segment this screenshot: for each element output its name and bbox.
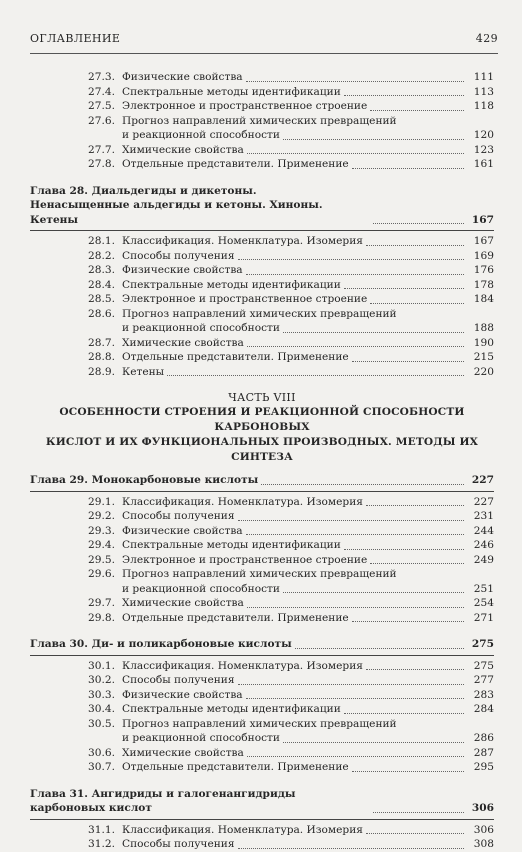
dot-leader xyxy=(246,81,464,82)
toc-entry-continued xyxy=(30,717,494,732)
part-label: ЧАСТЬ VIII xyxy=(228,391,296,404)
chapter-title: Глава 29. Монокарбоновые кислоты xyxy=(30,474,259,486)
section-number: 30.1. xyxy=(88,659,115,672)
dot-leader xyxy=(344,95,464,96)
section-number: 30.7. xyxy=(88,761,115,773)
chapter-rule xyxy=(30,655,494,656)
dot-leader xyxy=(366,505,464,506)
dot-leader xyxy=(283,332,464,333)
toc-entry xyxy=(30,823,494,838)
section-title: Химические свойства xyxy=(122,597,244,609)
section-title: Спектральные методы идентификации xyxy=(122,278,341,291)
section-title-line: Прогноз направлений химических превращений xyxy=(122,568,397,580)
chapter-heading xyxy=(30,787,494,816)
section-title: Классификация. Номенклатура. Изомерия xyxy=(122,235,363,247)
section-title: и реакционной способности xyxy=(122,732,280,744)
section-title: Физические свойства xyxy=(122,264,243,276)
toc-entry xyxy=(30,143,494,158)
dot-leader xyxy=(247,153,464,154)
section-number: 30.5. xyxy=(88,717,115,730)
toc-entry xyxy=(30,688,494,703)
dot-leader xyxy=(366,833,464,834)
section-number: 29.8. xyxy=(88,611,115,624)
page-number: 111 xyxy=(473,71,494,83)
toc-entry xyxy=(30,278,494,293)
section-title: Классификация. Номенклатура. Изомерия xyxy=(122,659,363,672)
dot-leader xyxy=(247,756,464,757)
section-title: Электронное и пространственное строение xyxy=(122,553,368,566)
section-title: Классификация. Номенклатура. Изомерия xyxy=(122,495,363,508)
dot-leader xyxy=(370,303,464,304)
dot-leader xyxy=(344,288,464,289)
chapter-title: Глава 31. Ангидриды и галогенангидриды карбоновых кислот xyxy=(30,787,296,814)
dot-leader xyxy=(238,684,464,685)
section-title: Физические свойства xyxy=(122,524,243,537)
section-number: 29.6. xyxy=(88,568,115,580)
section-title: Способы получения xyxy=(122,838,235,850)
toc-entry xyxy=(30,495,494,510)
dot-leader xyxy=(352,621,464,622)
toc-entry xyxy=(30,837,494,852)
section-title: Спектральные методы идентификации xyxy=(122,703,341,715)
dot-leader xyxy=(352,361,464,362)
page-number: 283 xyxy=(473,688,494,701)
toc-entry xyxy=(30,760,494,775)
section-number: 30.4. xyxy=(88,703,115,715)
dot-leader xyxy=(238,848,464,849)
section-title-line: Прогноз направлений химических превращений xyxy=(122,717,397,730)
chapter-rule xyxy=(30,491,494,492)
section-number: 31.2. xyxy=(88,838,115,850)
dot-leader xyxy=(283,742,464,743)
chapter-heading xyxy=(30,473,494,488)
toc-entry xyxy=(30,659,494,674)
header-page-number: 429 xyxy=(475,32,498,45)
dot-leader xyxy=(283,139,464,140)
chapter-31 xyxy=(30,787,494,852)
page-number: 244 xyxy=(473,524,494,537)
dot-leader xyxy=(370,563,464,564)
dot-leader xyxy=(366,245,464,246)
toc-entry xyxy=(30,746,494,761)
toc-entry xyxy=(30,731,494,746)
page-number: 215 xyxy=(473,351,494,363)
toc-entry xyxy=(30,524,494,539)
page-number: 306 xyxy=(473,823,494,836)
section-title: Физические свойства xyxy=(122,71,243,83)
header-rule xyxy=(30,53,498,54)
page-number: 286 xyxy=(473,732,494,744)
section-title: и реакционной способности xyxy=(122,582,280,595)
page-number: 306 xyxy=(471,802,494,814)
section-title: и реакционной способности xyxy=(122,129,280,141)
dot-leader xyxy=(352,771,464,772)
section-number: 31.1. xyxy=(88,823,115,836)
dot-leader xyxy=(370,110,464,111)
section-title: Отдельные представители. Применение xyxy=(122,761,349,773)
dot-leader xyxy=(246,534,464,535)
page-number: 113 xyxy=(473,85,494,98)
page-number: 295 xyxy=(473,761,494,773)
dot-leader xyxy=(366,669,464,670)
page-number: 190 xyxy=(473,336,494,349)
toc-entry xyxy=(30,611,494,626)
header-title: ОГЛАВЛЕНИЕ xyxy=(30,32,121,45)
dot-leader xyxy=(247,607,464,608)
page-number: 249 xyxy=(473,553,494,566)
toc-entry xyxy=(30,596,494,611)
toc-entry xyxy=(30,99,494,114)
part-title-line: ОСОБЕННОСТИ СТРОЕНИЯ И РЕАКЦИОННОЙ СПОСОБНОСТИ КАРБОНОВЫХ xyxy=(59,406,465,433)
section-title: Кетены xyxy=(122,365,165,378)
section-number: 28.3. xyxy=(88,264,115,276)
page-number: 176 xyxy=(473,264,494,276)
section-number: 27.5. xyxy=(88,100,115,112)
page-number: 271 xyxy=(473,611,494,624)
toc-entry xyxy=(30,582,494,597)
toc-entry xyxy=(30,509,494,524)
section-title: Химические свойства xyxy=(122,336,244,349)
toc-entry xyxy=(30,673,494,688)
page-number: 227 xyxy=(471,474,494,486)
section-title: Электронное и пространственное строение xyxy=(122,293,368,305)
section-number: 30.6. xyxy=(88,746,115,759)
section-number: 30.3. xyxy=(88,688,115,701)
dot-leader xyxy=(238,259,464,260)
section-title: Химические свойства xyxy=(122,746,244,759)
page-number: 275 xyxy=(471,638,494,650)
section-number: 28.9. xyxy=(88,365,115,378)
toc-entry xyxy=(30,538,494,553)
chapter-heading xyxy=(30,637,494,652)
section-number: 27.4. xyxy=(88,85,115,98)
page-number: 227 xyxy=(473,495,494,508)
page-number: 123 xyxy=(473,143,494,156)
dot-leader xyxy=(373,812,464,813)
toc-entry xyxy=(30,292,494,307)
toc-entry xyxy=(30,263,494,278)
page-number: 277 xyxy=(473,674,494,686)
page-number: 284 xyxy=(473,703,494,715)
section-title: Отдельные представители. Применение xyxy=(122,351,349,363)
section-number: 28.7. xyxy=(88,336,115,349)
page-number: 120 xyxy=(473,129,494,141)
toc-entry xyxy=(30,128,494,143)
chapter-rule xyxy=(30,230,494,231)
section-title: Способы получения xyxy=(122,674,235,686)
page-number: 118 xyxy=(473,100,494,112)
toc-entry xyxy=(30,365,494,380)
toc-entry-continued xyxy=(30,114,494,129)
toc-entry xyxy=(30,321,494,336)
page-number: 169 xyxy=(473,249,494,262)
section-number: 28.1. xyxy=(88,235,115,247)
chapter-title-line: Глава 28. Диальдегиды и дикетоны. xyxy=(30,184,257,197)
section-title: Электронное и пространственное строение xyxy=(122,100,368,112)
section-number: 29.2. xyxy=(88,510,115,522)
page-number: 220 xyxy=(473,365,494,378)
section-number: 28.4. xyxy=(88,278,115,291)
section-number: 28.8. xyxy=(88,351,115,363)
page-number: 254 xyxy=(473,597,494,609)
section-number: 29.7. xyxy=(88,597,115,609)
section-number: 27.6. xyxy=(88,114,115,127)
section-title-line: Прогноз направлений химических превращений xyxy=(122,307,397,320)
section-number: 27.7. xyxy=(88,143,115,156)
dot-leader xyxy=(246,274,464,275)
page-number: 178 xyxy=(473,278,494,291)
page-number: 287 xyxy=(473,746,494,759)
section-title: Спектральные методы идентификации xyxy=(122,85,341,98)
dot-leader xyxy=(283,592,464,593)
section-number: 29.4. xyxy=(88,539,115,551)
running-header xyxy=(30,32,498,45)
toc-entry xyxy=(30,70,494,85)
toc-entry xyxy=(30,702,494,717)
table-of-contents xyxy=(30,70,494,852)
toc-entry-continued xyxy=(30,567,494,582)
dot-leader xyxy=(261,484,464,485)
dot-leader xyxy=(352,168,464,169)
section-title: Отдельные представители. Применение xyxy=(122,158,349,170)
page-number: 167 xyxy=(471,213,494,226)
chapter-title: Глава 30. Ди- и поликарбоновые кислоты xyxy=(30,638,292,650)
toc-entry xyxy=(30,350,494,365)
dot-leader xyxy=(344,549,464,550)
page-number: 167 xyxy=(473,235,494,247)
page-number: 308 xyxy=(473,838,494,850)
section-title: Спектральные методы идентификации xyxy=(122,539,341,551)
page-number: 184 xyxy=(473,293,494,305)
dot-leader xyxy=(295,648,464,649)
chapter-29 xyxy=(30,473,494,625)
dot-leader xyxy=(167,375,464,376)
page-number: 246 xyxy=(473,539,494,551)
section-number: 28.5. xyxy=(88,293,115,305)
chapter-27-sections xyxy=(30,70,494,172)
page-number: 275 xyxy=(473,659,494,672)
page-number: 188 xyxy=(473,322,494,334)
toc-entry xyxy=(30,553,494,568)
section-number: 27.3. xyxy=(88,71,115,83)
page-number: 251 xyxy=(473,582,494,595)
chapter-title: Ненасыщенные альдегиды и кетоны. Хиноны. Кетены xyxy=(30,199,323,226)
section-title-line: Прогноз направлений химических превращений xyxy=(122,114,397,127)
part-title xyxy=(30,405,494,465)
dot-leader xyxy=(238,520,464,521)
dot-leader xyxy=(344,713,464,714)
toc-entry xyxy=(30,234,494,249)
section-number: 30.2. xyxy=(88,674,115,686)
section-title: Отдельные представители. Применение xyxy=(122,611,349,624)
page-number: 161 xyxy=(473,158,494,170)
dot-leader xyxy=(246,698,464,699)
chapter-30 xyxy=(30,637,494,775)
section-number: 29.3. xyxy=(88,524,115,537)
dot-leader xyxy=(247,346,464,347)
part-title-line: КИСЛОТ И ИХ ФУНКЦИОНАЛЬНЫХ ПРОИЗВОДНЫХ. МЕТОДЫ ИХ СИНТЕЗА xyxy=(45,436,479,463)
section-title: Способы получения xyxy=(122,249,235,262)
chapter-28 xyxy=(30,184,494,380)
section-number: 28.6. xyxy=(88,307,115,320)
section-title: Классификация. Номенклатура. Изомерия xyxy=(122,823,363,836)
section-number: 29.5. xyxy=(88,553,115,566)
section-title: и реакционной способности xyxy=(122,322,280,334)
section-number: 27.8. xyxy=(88,158,115,170)
section-title: Способы получения xyxy=(122,510,235,522)
toc-entry xyxy=(30,85,494,100)
toc-entry xyxy=(30,336,494,351)
section-number: 28.2. xyxy=(88,249,115,262)
section-number: 29.1. xyxy=(88,495,115,508)
chapter-rule xyxy=(30,819,494,820)
chapter-heading xyxy=(30,198,494,227)
toc-entry xyxy=(30,249,494,264)
page-number: 231 xyxy=(473,510,494,522)
toc-entry xyxy=(30,157,494,172)
section-title: Химические свойства xyxy=(122,143,244,156)
section-title: Физические свойства xyxy=(122,688,243,701)
toc-entry-continued xyxy=(30,307,494,322)
dot-leader xyxy=(373,223,464,224)
